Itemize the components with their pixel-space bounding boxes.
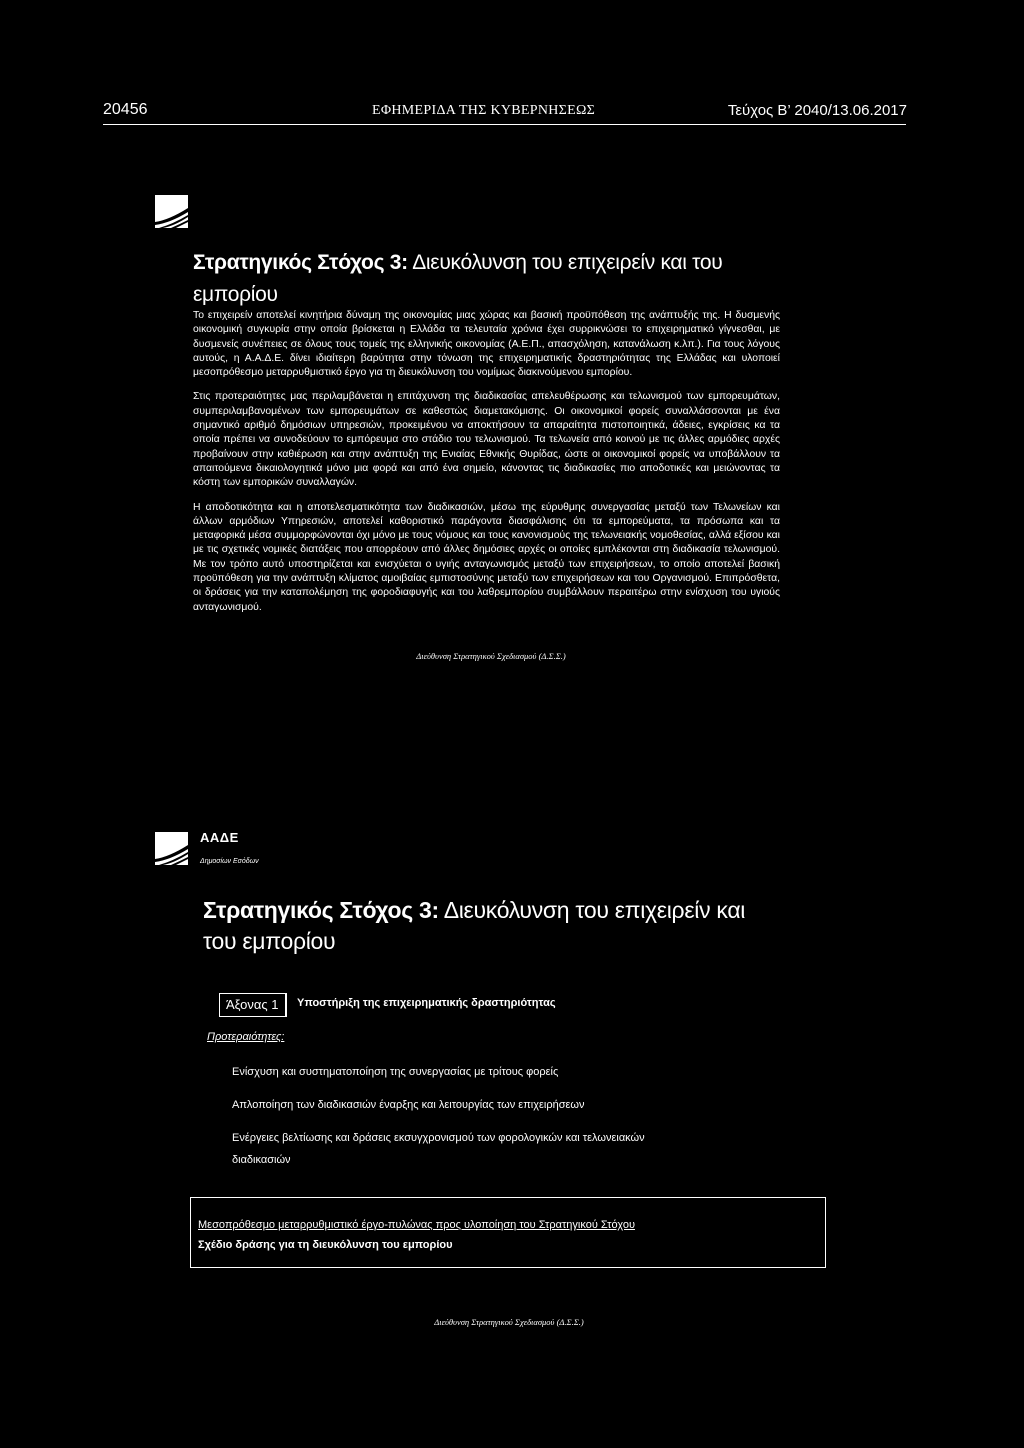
section1-body xyxy=(193,309,780,625)
project-title: Σχέδιο δράσης για τη διευκόλυνση του εμπορίου xyxy=(198,1239,453,1251)
section2-title xyxy=(203,895,783,957)
project-label: Μεσοπρόθεσμο μεταρρυθμιστικό έργο-πυλώνας προς υλοποίηση του Στρατηγικού Στόχου xyxy=(198,1219,635,1231)
priorities-label: Προτεραιότητες: xyxy=(207,1031,285,1043)
aade-logo-icon xyxy=(155,832,188,865)
list-item: Ενίσχυση και συστηματοποίηση της συνεργασίας με τρίτους φορείς xyxy=(232,1066,559,1078)
paragraph: Το επιχειρείν αποτελεί κινητήρια δύναμη της οικονομίας μιας χώρας και βασική προϋπόθεση της ανάπτυξής της. Η δυσμενής οικονομική συγκυρία στην οποία βρίσκεται η Ελλάδα τα τελευταία χρόνια έχει συρρικνώσει το επιχειρηματικό γίγνεσθαι, με δυσμενείς συνέπειες σε όλους τους τομείς της ελληνικής οικονομίας (Α.Ε.Π., απασχόληση, κατανάλωση κ.λπ.). Για τους λόγους αυτούς, η Α.Α.Δ.Ε. δίνει ιδιαίτερη βαρύτητα στην τόνωση της επιχειρηματικής δραστηριότητας της Ελλάδας και υλοποιεί μεσοπρόθεσμο μεταρρυθμιστικό έργο για τη διευκόλυνση του νομίμως διακινούμενου εμπορίου. xyxy=(193,310,780,379)
priorities-list xyxy=(232,1061,682,1182)
section1-signature: Διεύθυνση Στρατηγικού Σχεδιασμού (Δ.Σ.Σ.) xyxy=(416,651,566,661)
list-item: Ενέργειες βελτίωσης και δράσεις εκσυγχρονισμού των φορολογικών και τελωνειακών διαδικασιών xyxy=(232,1132,645,1166)
org-subtitle: Δημοσίων Εσόδων xyxy=(200,858,259,865)
page-number: 20456 xyxy=(103,101,148,118)
gazette-title: ΕΦΗΜΕΡΙΔΑ ΤΗΣ ΚΥΒΕΡΝΗΣΕΩΣ xyxy=(372,103,596,118)
section1-title-label: Στρατηγικός Στόχος 3: xyxy=(193,251,408,274)
header-divider xyxy=(103,124,906,125)
axis-title: Υποστήριξη της επιχειρηματικής δραστηριότητας xyxy=(297,997,556,1009)
section2-signature: Διεύθυνση Στρατηγικού Σχεδιασμού (Δ.Σ.Σ.) xyxy=(434,1317,584,1327)
aade-logo-icon xyxy=(155,195,188,228)
paragraph: Η αποδοτικότητα και η αποτελεσματικότητα των διαδικασιών, μέσω της εύρυθμης συνεργασίας μεταξύ των Τελωνείων και άλλων αρμόδιων Υπηρεσιών, αποτελεί καθοριστικό παράγοντα διασφάλισης ότι τα εμπορεύματα, τα πρόσωπα και τα μεταφορικά μέσα συμμορφώνονται όχι μόνο με τους νόμους και τους κανονισμούς της τελωνειακής νομοθεσίας, αλλά εξίσου και με τις σχετικές νομικές διατάξεις που απορρέουν από άλλες δημόσιες αρχές οι οποίες εμπλέκονται στη διαδικασία τελωνισμού. Με τον τρόπο αυτό υποστηρίζεται και ενισχύεται ο υγιής ανταγωνισμός μεταξύ των επιχειρήσεων, το οποίο αποτελεί βασική προϋπόθεση για την ανάπτυξη κλίματος αμοιβαίας εμπιστοσύνης μεταξύ των επιχειρήσεων και του Οργανισμού. Επιπρόσθετα, οι δράσεις για την καταπολέμηση της φοροδιαφυγής και του λαθρεμπορίου συμβάλλουν περαιτέρω στην ενίσχυση του υγιούς ανταγωνισμού. xyxy=(193,501,780,613)
section1-title xyxy=(193,247,803,311)
project-box xyxy=(190,1197,826,1268)
issue-info: Τεύχος Β’ 2040/13.06.2017 xyxy=(727,102,907,119)
section2-title-label: Στρατηγικός Στόχος 3: xyxy=(203,897,439,923)
org-name: ΑΑΔΕ xyxy=(200,830,239,845)
list-item: Απλοποίηση των διαδικασιών έναρξης και λειτουργίας των επιχειρήσεων xyxy=(232,1099,585,1111)
axis-label: Άξονας 1 xyxy=(219,993,287,1017)
paragraph: Στις προτεραιότητες μας περιλαμβάνεται η επιτάχυνση της διαδικασίας απελευθέρωσης και τελωνισμού των εμπορευμάτων, συμπεριλαμβανομένων των εμπορευμάτων σε καθεστώς διαμετακόμισης. Οι οικονομικοί φορείς συναλλάσσονται με ένα σημαντικό αριθμό δημόσιων υπηρεσιών, προκειμένου να αποκτήσουν τα απαραίτητα πιστοποιητικά, άδειες, εγκρίσεις κα τα οποία πρέπει να συνοδεύουν το εμπόρευμα στο στάδιο του τελωνισμού. Τα τελωνεία από κοινού με τις άλλες αρμόδιες αρχές προβαίνουν στην καθιέρωση και στην ανάπτυξη της Ενιαίας Εθνικής Θυρίδας, ώστε οι οικονομικοί φορείς να υποβάλλουν τα απαιτούμενα δικαιολογητικά μόνο μια φορά και από ένα σημείο, κάνοντας τις διαδικασίες πιο αποδοτικές και μειώνοντας τα κόστη των εμπορικών συναλλαγών. xyxy=(193,391,780,489)
section1-title-text: Διευκόλυνση του επιχειρείν και του εμπορίου xyxy=(193,251,723,306)
section2-title-text: Διευκόλυνση του επιχειρείν και του εμπορίου xyxy=(203,897,746,954)
